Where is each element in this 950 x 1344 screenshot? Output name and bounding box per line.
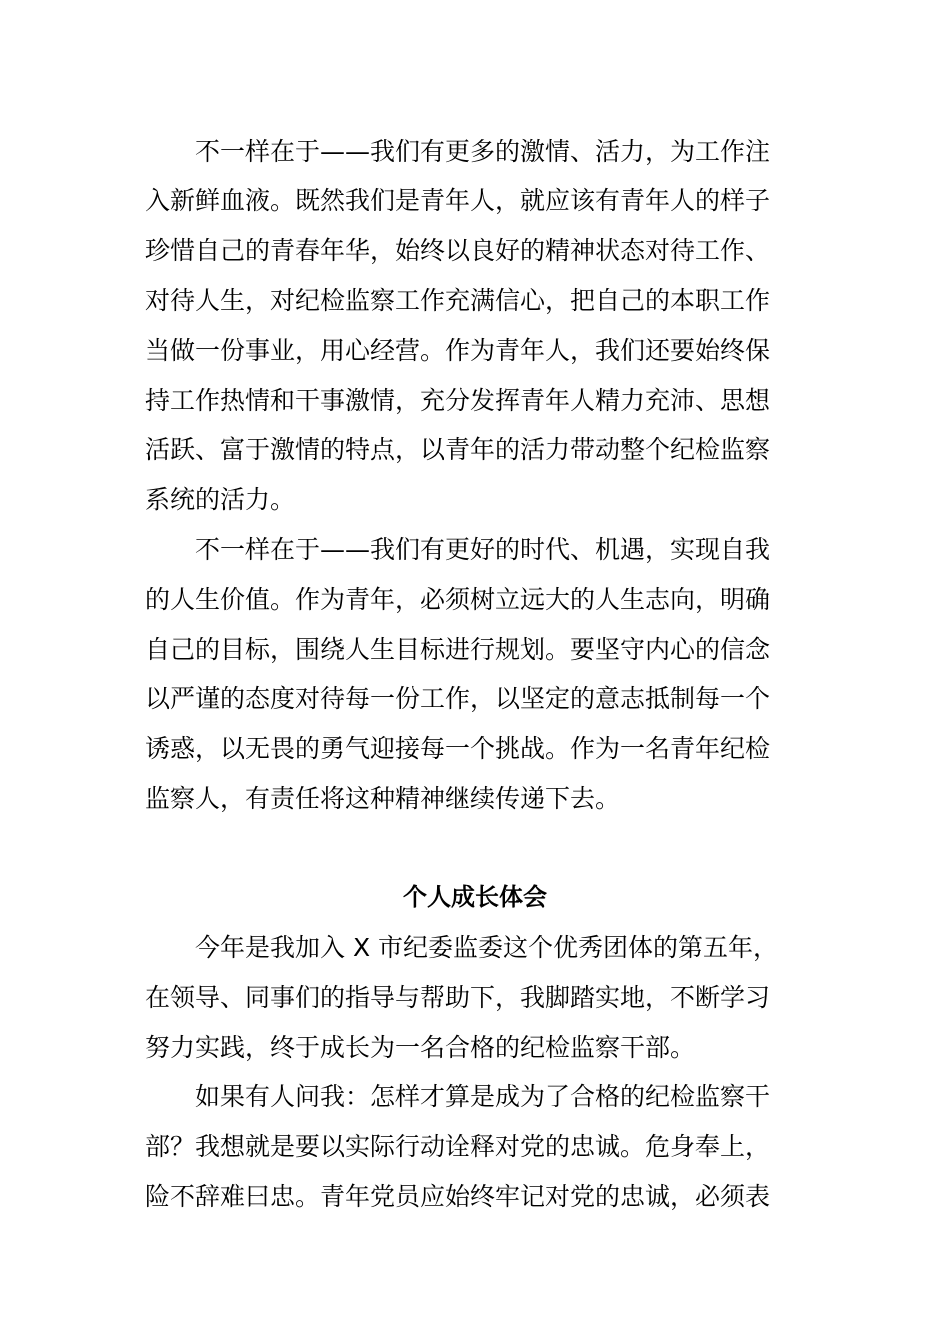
paragraph-line: 活跃、富于激情的特点，以青年的活力带动整个纪检监察 (145, 435, 771, 464)
paragraph-line: 的人生价值。作为青年，必须树立远大的人生志向，明确 (145, 585, 771, 614)
paragraph-line: 入新鲜血液。既然我们是青年人，就应该有青年人的样子 (145, 186, 771, 215)
paragraph-line: 不一样在于——我们有更多的激情、活力，为工作注 (195, 137, 771, 166)
paragraph-line: 险不辞难曰忠。青年党员应始终牢记对党的忠诚，必须表 (145, 1182, 771, 1211)
paragraph-line: 珍惜自己的青春年华，始终以良好的精神状态对待工作、 (145, 236, 771, 265)
paragraph-line: 自己的目标，围绕人生目标进行规划。要坚守内心的信念 (145, 635, 771, 664)
paragraph-line: 不一样在于——我们有更好的时代、机遇，实现自我 (195, 535, 771, 564)
paragraph-line: 系统的活力。 (145, 485, 296, 514)
paragraph-line: 对待人生，对纪检监察工作充满信心，把自己的本职工作 (145, 286, 771, 315)
paragraph-line: 当做一份事业，用心经营。作为青年人，我们还要始终保 (145, 336, 771, 365)
paragraph-line: 诱惑，以无畏的勇气迎接每一个挑战。作为一名青年纪检 (145, 734, 771, 763)
section-title: 个人成长体会 (403, 883, 547, 911)
paragraph-line: 如果有人问我：怎样才算是成为了合格的纪检监察干 (195, 1082, 771, 1111)
paragraph-line: 努力实践，终于成长为一名合格的纪检监察干部。 (145, 1033, 696, 1062)
paragraph-line: 今年是我加入 X 市纪委监委这个优秀团体的第五年， (195, 933, 779, 962)
paragraph-line: 以严谨的态度对待每一份工作，以坚定的意志抵制每一个 (145, 684, 771, 713)
paragraph-line: 部？我想就是要以实际行动诠释对党的忠诚。危身奉上， (145, 1132, 771, 1161)
paragraph-line: 在领导、同事们的指导与帮助下，我脚踏实地，不断学习 (145, 983, 771, 1012)
paragraph-line: 监察人，有责任将这种精神继续传递下去。 (145, 784, 621, 813)
paragraph-line: 持工作热情和干事激情，充分发挥青年人精力充沛、思想 (145, 386, 771, 415)
